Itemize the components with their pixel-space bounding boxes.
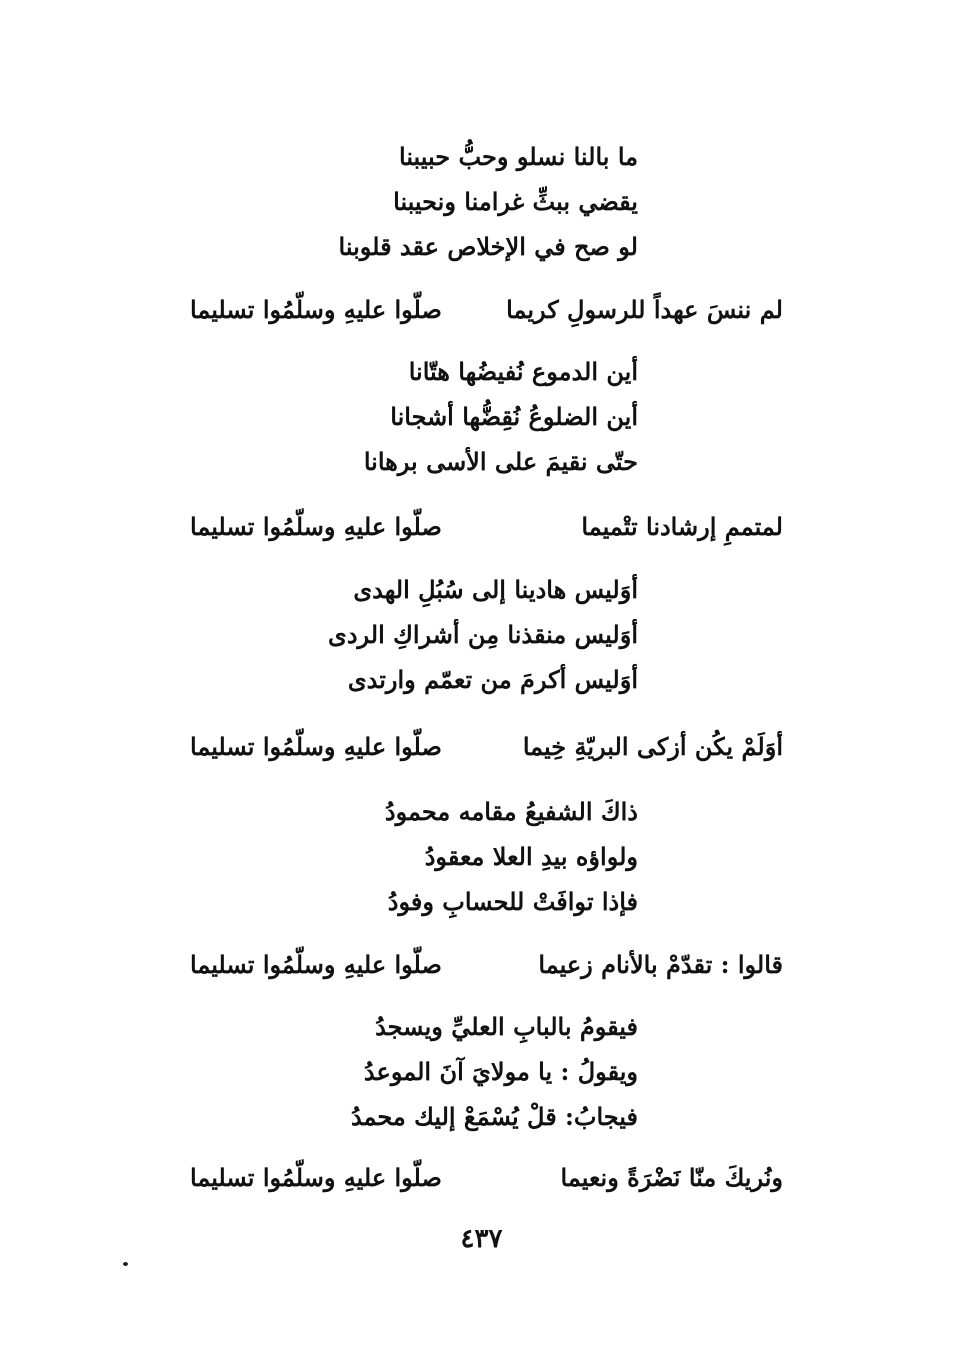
- verse-line: أين الضلوعُ نُقِضُّها أشجانا: [390, 402, 638, 431]
- verse-line: يقضي ببثِّ غرامنا ونحيبنا: [393, 187, 638, 216]
- chorus-first-hemistich: ونُريكَ منّا نَضْرَةً ونعيما: [560, 1163, 783, 1192]
- chorus-refrain: صلّوا عليهِ وسلّمُوا تسليما: [190, 512, 442, 541]
- chorus-refrain: صلّوا عليهِ وسلّمُوا تسليما: [190, 295, 442, 324]
- verse-line: ذاكَ الشفيعُ مقامه محمودُ: [384, 797, 638, 826]
- chorus-first-hemistich: لمتممِ إرشادنا تتْميما: [581, 512, 783, 541]
- chorus-refrain: صلّوا عليهِ وسلّمُوا تسليما: [190, 950, 442, 979]
- page-number: ٤٣٧: [460, 1224, 503, 1254]
- verse-line: أين الدموع نُفيضُها هتّانا: [408, 357, 638, 386]
- ink-speck: [123, 1262, 128, 1266]
- verse-line: فيقومُ بالبابِ العليِّ ويسجدُ: [375, 1012, 638, 1041]
- verse-line: أوَليس هادينا إلى سُبُلِ الهدى: [353, 575, 638, 604]
- verse-line: أوَليس منقذنا مِن أشراكِ الردى: [328, 620, 638, 649]
- chorus-line: [190, 732, 783, 761]
- chorus-line: [190, 512, 783, 541]
- chorus-line: [190, 1163, 783, 1192]
- chorus-first-hemistich: قالوا : تقدّمْ بالأنام زعيما: [538, 950, 783, 979]
- verse-line: ويقولُ : يا مولايَ آنَ الموعدُ: [363, 1057, 638, 1086]
- chorus-first-hemistich: أوَلَمْ يكُن أزكى البريّةِ خِيما: [522, 732, 783, 761]
- verse-line: حتّى نقيمَ على الأسى برهانا: [363, 447, 638, 476]
- chorus-line: [190, 295, 783, 324]
- chorus-line: [190, 950, 783, 979]
- chorus-refrain: صلّوا عليهِ وسلّمُوا تسليما: [190, 1163, 442, 1192]
- verse-line: فإذا توافَتْ للحسابِ وفودُ: [387, 887, 638, 916]
- verse-line: ولواؤه بيدِ العلا معقودُ: [424, 842, 638, 871]
- verse-line: لو صح في الإخلاص عقد قلوبنا: [338, 232, 638, 261]
- verse-line: فيجابُ: قلْ يُسْمَعْ إليك محمدُ: [350, 1102, 638, 1131]
- verse-line: أوَليس أكرمَ من تعمّم وارتدى: [347, 665, 638, 694]
- verse-line: ما بالنا نسلو وحبُّ حبيبنا: [399, 142, 638, 171]
- chorus-refrain: صلّوا عليهِ وسلّمُوا تسليما: [190, 732, 442, 761]
- chorus-first-hemistich: لم ننسَ عهداً للرسولِ كريما: [506, 295, 783, 324]
